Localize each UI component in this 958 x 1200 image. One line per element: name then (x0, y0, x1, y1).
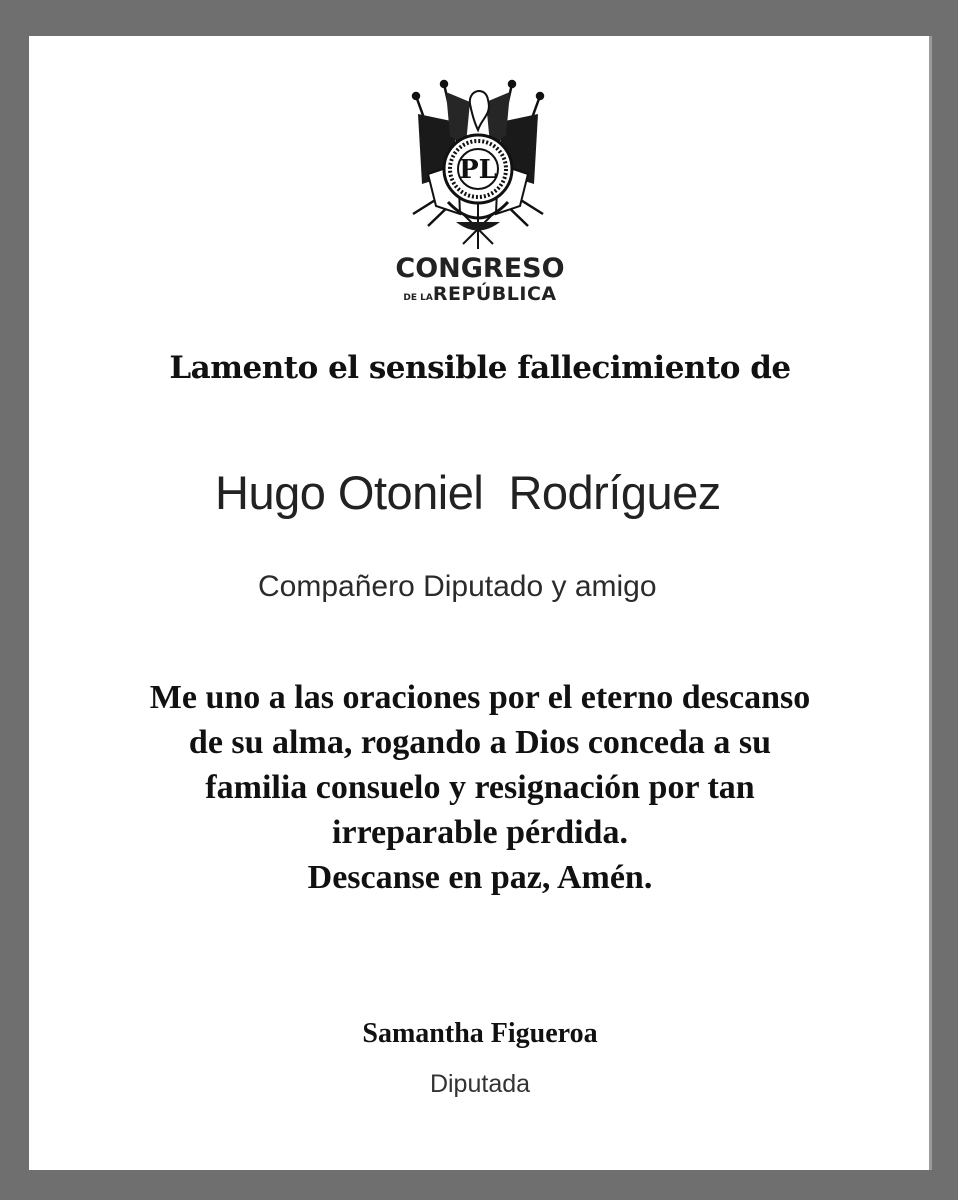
congress-logo-text (380, 255, 580, 309)
prayer-line: irreparable pérdida. (332, 814, 628, 851)
logo-name-small: DE LA (403, 293, 433, 303)
card-edge (929, 36, 932, 1170)
prayer-line: Descanse en paz, Amén. (307, 859, 653, 896)
prayer-line: familia consuelo y resignación por tan (205, 769, 755, 806)
prayer-line: Me uno a las oraciones por el eterno descanso (149, 679, 811, 716)
prayer-message (29, 675, 931, 900)
congress-emblem-icon (408, 74, 548, 254)
deceased-name: Hugo Otoniel Rodríguez (215, 466, 721, 519)
condolence-heading: Lamento el sensible fallecimiento de (169, 350, 791, 386)
signer-title: Diputada (429, 1070, 531, 1098)
prayer-line: de su alma, rogando a Dios conceda a su (188, 724, 772, 761)
logo-name-line1: CONGRESO (395, 253, 565, 284)
signer-name: Samantha Figueroa (362, 1018, 598, 1049)
deceased-relation: Compañero Diputado y amigo (258, 570, 657, 603)
emblem-monogram: PL (459, 155, 497, 185)
logo-name-line2 (380, 283, 580, 309)
logo-name-big: REPÚBLICA (432, 283, 557, 305)
